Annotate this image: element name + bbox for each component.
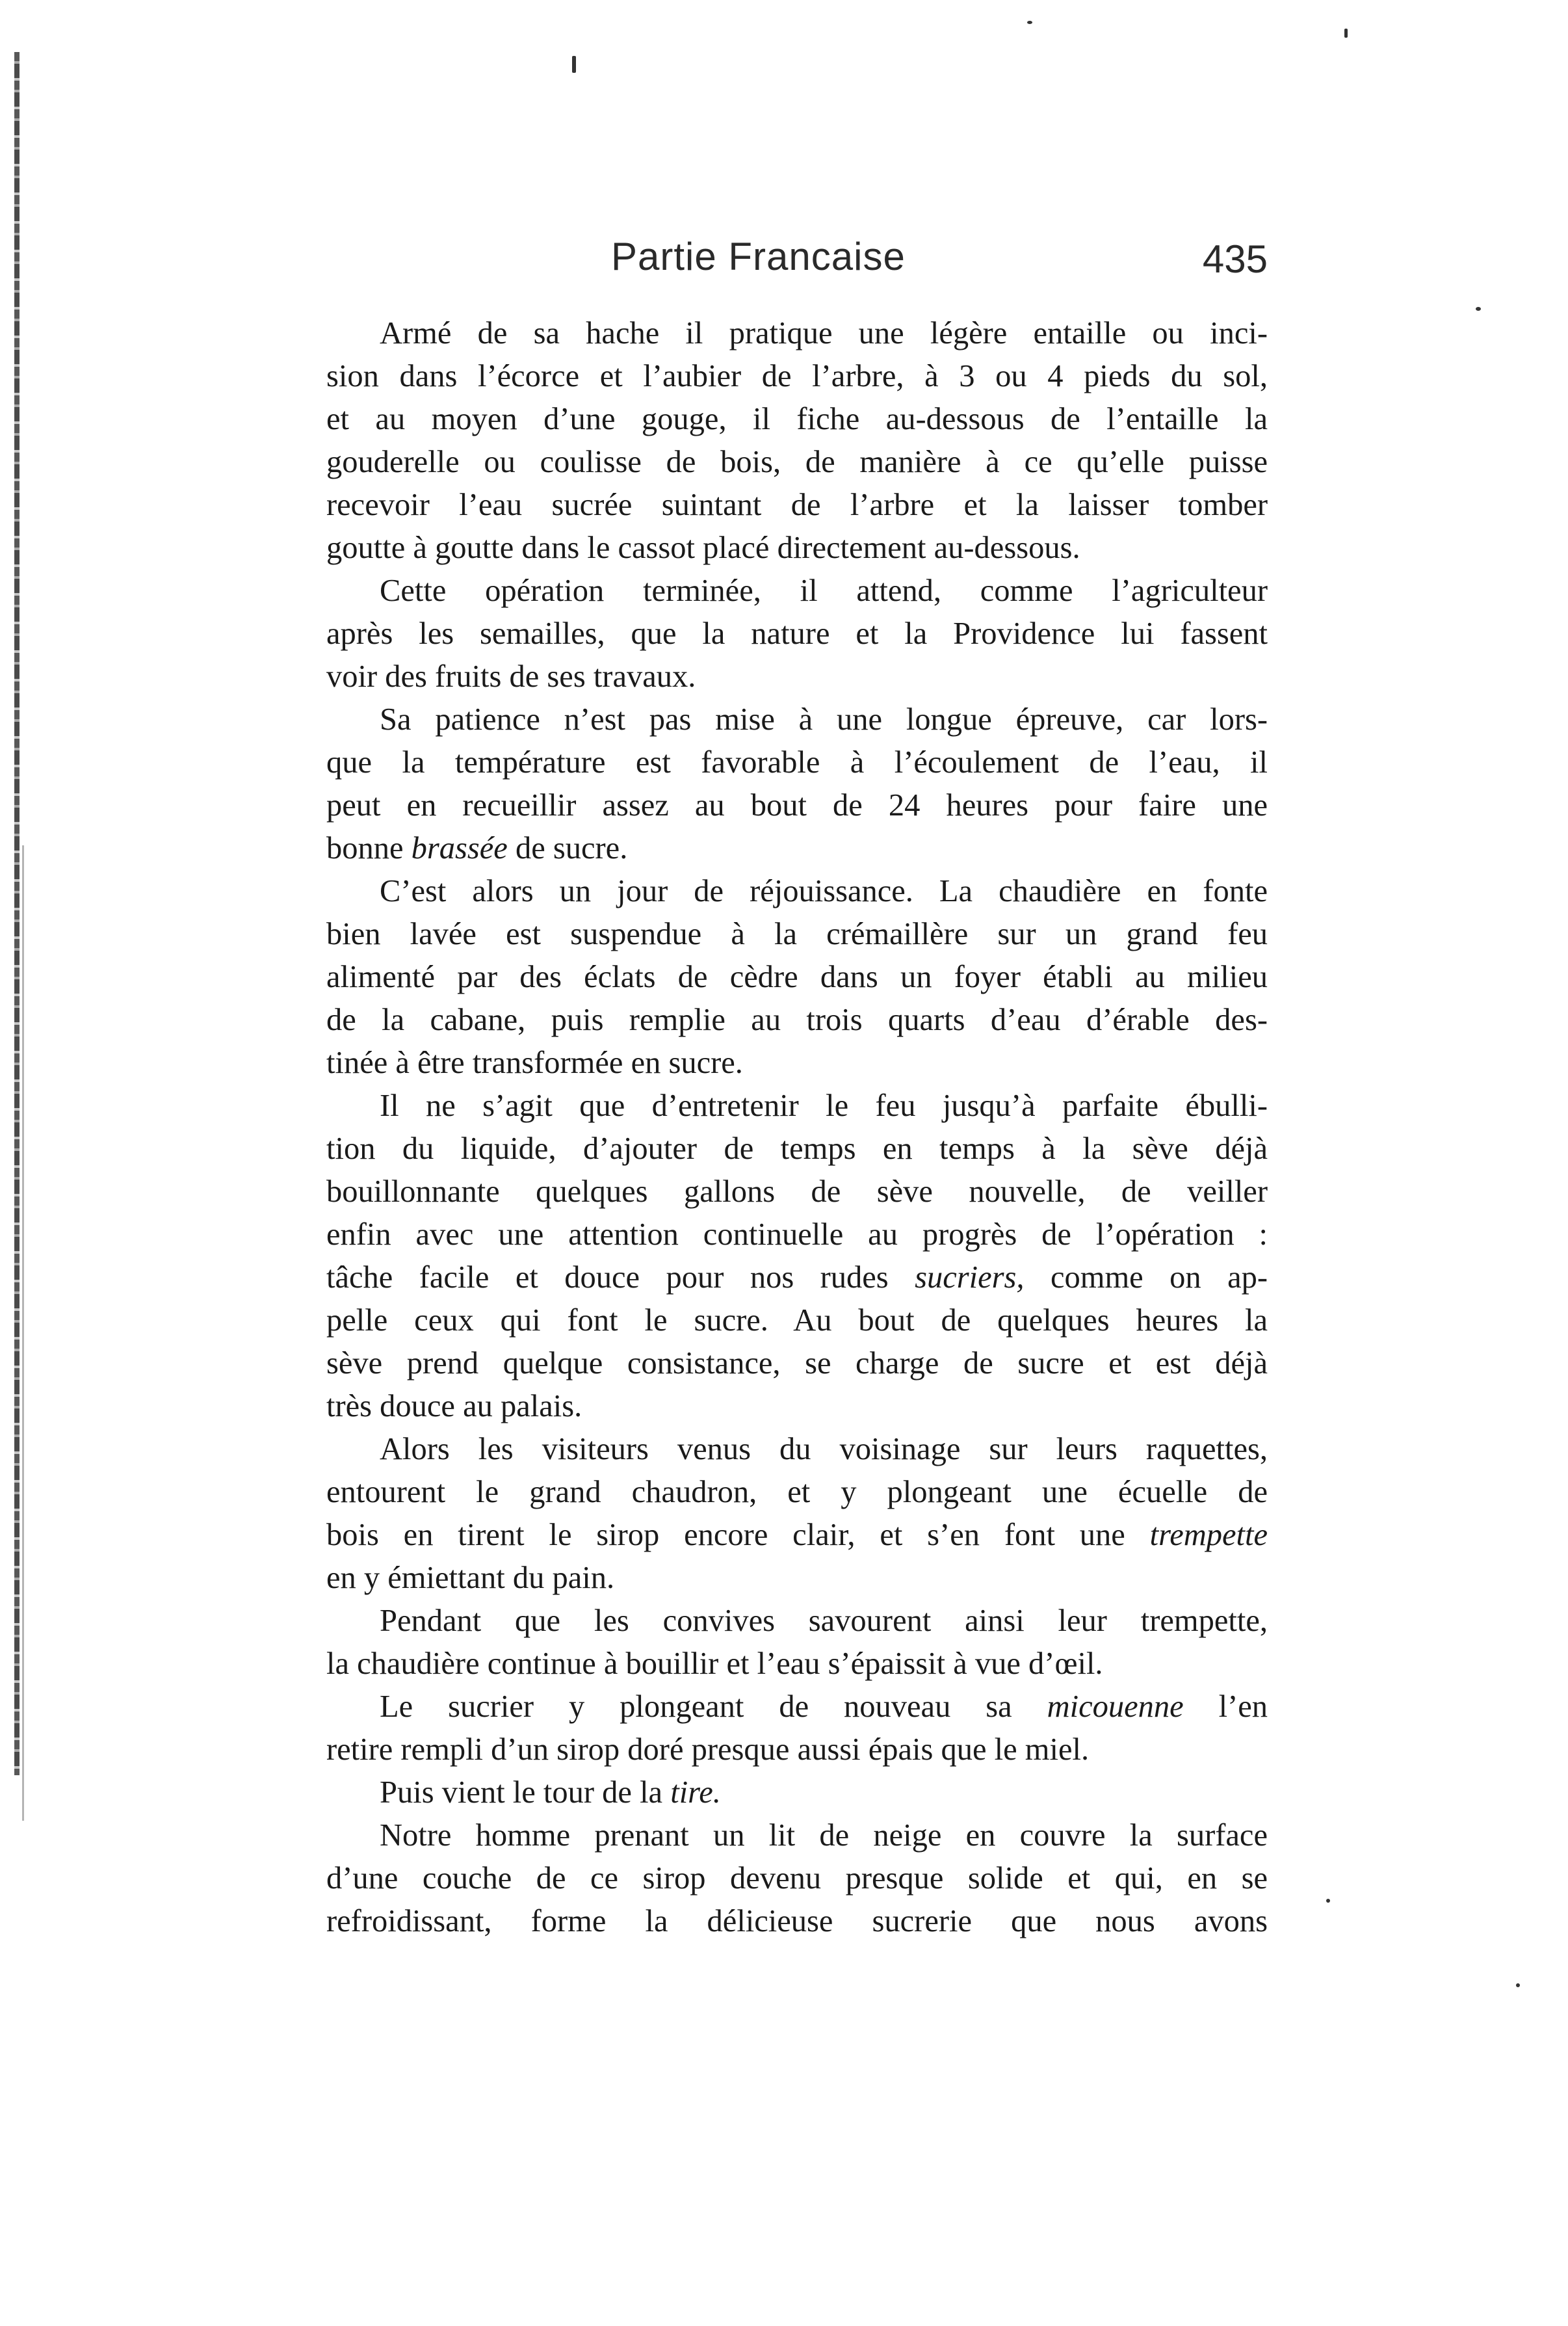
text-line: tion du liquide, d’ajouter de temps en temps à la sève déjà [326,1131,1268,1166]
text-line: Il ne s’agit que d’entretenir le feu jusqu’à parfaite ébulli- [380,1089,1268,1123]
text-line: que la température est favorable à l’écoulement de l’eau, il [326,745,1268,780]
text-run: de sucre. [507,831,628,866]
text-run: bois en tirent le sirop encore clair, et s’en font une [326,1518,1150,1552]
italic-term-sucriers: sucriers, [915,1260,1025,1295]
text-line: Notre homme prenant un lit de neige en couvre la surface [380,1818,1268,1853]
text-line: recevoir l’eau sucrée suintant de l’arbre et la laisser tomber [326,488,1268,522]
text-run: tâche facile et douce pour nos rudes [326,1260,915,1295]
text-line: pelle ceux qui font le sucre. Au bout de quelques heures la [326,1303,1268,1338]
scan-speck [1326,1899,1330,1903]
text-line: Pendant que les convives savourent ainsi leur trempette, [380,1604,1268,1638]
italic-term-brassee: brassée [411,831,508,866]
text-line: Armé de sa hache il pratique une légère entaille ou inci- [380,316,1268,350]
running-header-title: Partie Francaise [611,235,906,278]
text-line [273,1256,1268,1299]
text-run: l’en [1183,1689,1268,1724]
body-text [273,312,1268,1943]
text-run: comme on ap- [1024,1260,1268,1295]
paragraph [273,1600,1268,1685]
paragraph [273,1771,1268,1814]
scan-edge-artifact-thin [22,845,24,1821]
text-line: de la cabane, puis remplie au trois quarts d’eau d’érable des- [326,1003,1268,1037]
scan-speck [1344,29,1348,38]
text-line [273,1514,1268,1557]
text-line: enfin avec une attention continuelle au progrès de l’opération : [326,1217,1268,1252]
text-line [273,1685,1268,1728]
text-run: Puis vient le tour de la [380,1775,671,1810]
text-line: tinée à être transformée en sucre. [326,1046,743,1080]
text-line: retire rempli d’un sirop doré presque aussi épais que le miel. [326,1732,1090,1767]
text-line: très douce au palais. [326,1389,582,1423]
text-line: la chaudière continue à bouillir et l’eau s’épaissit à vue d’œil. [326,1646,1103,1681]
page-number: 435 [1202,237,1268,281]
italic-term-trempette: trempette [1149,1518,1268,1552]
scan-speck [1027,21,1032,24]
text-line: refroidissant, forme la délicieuse sucrerie que nous avons [326,1904,1268,1938]
running-header [273,234,1268,293]
text-line: gouderelle ou coulisse de bois, de manière à ce qu’elle puisse [326,445,1268,479]
italic-term-micouenne: micouenne [1047,1689,1184,1724]
text-line: Sa patience n’est pas mise à une longue épreuve, car lors- [380,702,1268,737]
text-line: en y émiettant du pain. [326,1561,615,1595]
scan-speck [1476,307,1481,311]
text-line: peut en recueillir assez au bout de 24 heures pour faire une [326,788,1268,823]
text-line [273,827,1268,870]
text-line: Cette opération terminée, il attend, comme l’agriculteur [380,574,1268,608]
text-line: après les semailles, que la nature et la Providence lui fassent [326,616,1268,651]
text-line: bien lavée est suspendue à la crémaillère sur un grand feu [326,917,1268,951]
text-line: d’une couche de ce sirop devenu presque solide et qui, en se [326,1861,1268,1896]
paragraph [273,1685,1268,1771]
text-run: Le sucrier y plongeant de nouveau sa [380,1689,1047,1724]
scan-speck [1516,1983,1520,1987]
text-line: voir des fruits de ses travaux. [326,659,696,694]
text-line: sion dans l’écorce et l’aubier de l’arbre, à 3 ou 4 pieds du sol, [326,359,1268,393]
paragraph [273,1814,1268,1943]
text-line [273,1771,1268,1814]
paragraph [273,570,1268,698]
text-line: Alors les visiteurs venus du voisinage sur leurs raquettes, [380,1432,1268,1466]
text-line: goutte à goutte dans le cassot placé directement au-dessous. [326,531,1080,565]
paragraph [273,1428,1268,1600]
text-line: sève prend quelque consistance, se charge de sucre et est déjà [326,1346,1268,1381]
paragraph [273,1085,1268,1428]
text-run: bonne [326,831,412,866]
text-line: alimenté par des éclats de cèdre dans un foyer établi au milieu [326,960,1268,994]
text-line: entourent le grand chaudron, et y plongeant une écuelle de [326,1475,1268,1509]
text-line: C’est alors un jour de réjouissance. La chaudière en fonte [380,874,1268,908]
italic-term-tire: tire. [670,1775,721,1810]
paragraph [273,870,1268,1085]
scan-edge-artifact [14,52,20,1775]
text-line: et au moyen d’une gouge, il fiche au-dessous de l’entaille la [326,402,1268,436]
paragraph [273,698,1268,870]
paragraph [273,312,1268,570]
scan-speck [572,56,576,73]
text-line: bouillonnante quelques gallons de sève nouvelle, de veiller [326,1174,1268,1209]
